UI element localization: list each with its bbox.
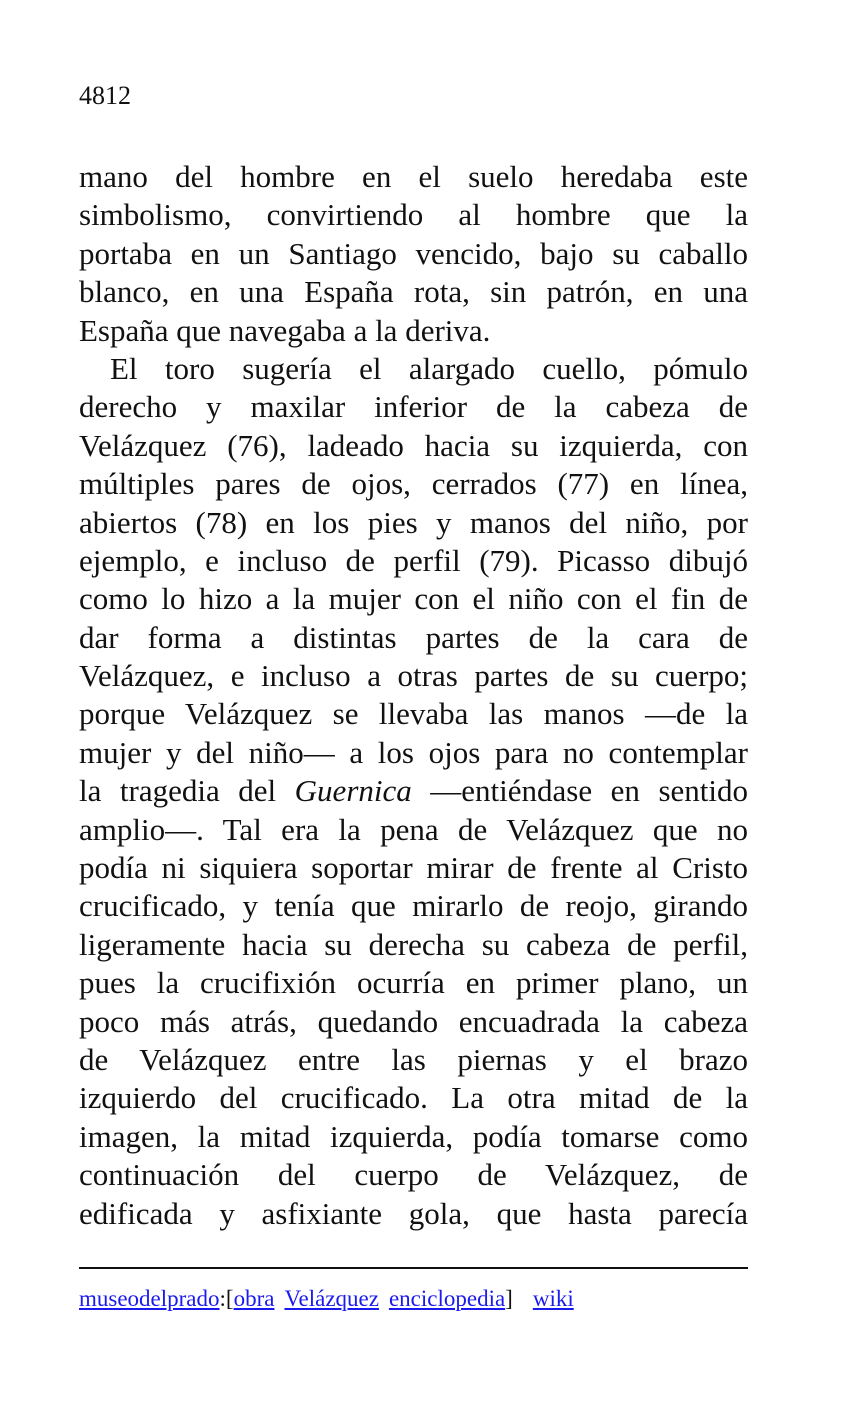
footer-links bbox=[79, 1284, 574, 1314]
text-line: porque Velázquez se llevaba las manos —de la bbox=[79, 696, 748, 732]
text-line: continuación del cuerpo de Velázquez, de bbox=[79, 1157, 748, 1193]
text-line: crucificado, y tenía que mirarlo de reojo, girando bbox=[79, 888, 748, 924]
text-line: simbolismo, convirtiendo al hombre que la bbox=[79, 197, 748, 233]
text-line: ejemplo, e incluso de perfil (79). Picasso dibujó bbox=[79, 542, 748, 578]
text-line: dar forma a distintas partes de la cara de bbox=[79, 619, 748, 655]
text-line: Velázquez, e incluso a otras partes de su cuerpo; bbox=[79, 658, 748, 694]
text-line: poco más atrás, quedando encuadrada la cabeza bbox=[79, 1003, 748, 1039]
page-number: 4812 bbox=[79, 81, 131, 110]
text-line: blanco, en una España rota, sin patrón, en una bbox=[79, 274, 748, 310]
text-line: España que navegaba a la deriva. bbox=[79, 312, 491, 348]
body-text bbox=[79, 158, 748, 1233]
text-line: imagen, la mitad izquierda, podía tomarse como bbox=[79, 1118, 748, 1154]
text-line: pues la crucifixión ocurría en primer plano, un bbox=[79, 965, 748, 1001]
text-line: múltiples pares de ojos, cerrados (77) en línea, bbox=[79, 466, 748, 502]
text-line: como lo hizo a la mujer con el niño con el fin de bbox=[79, 581, 748, 617]
text-line: portaba en un Santiago vencido, bajo su caballo bbox=[79, 235, 748, 271]
obra-link[interactable]: obra bbox=[233, 1286, 275, 1311]
text-line: amplio—. Tal era la pena de Velázquez que no bbox=[79, 811, 748, 847]
text-line: abiertos (78) en los pies y manos del niño, por bbox=[79, 504, 748, 540]
text-line: Velázquez (76), ladeado hacia su izquierda, con bbox=[79, 427, 748, 463]
enciclopedia-link[interactable]: enciclopedia bbox=[388, 1286, 506, 1311]
bracket-open: :[ bbox=[219, 1286, 234, 1311]
text-line: El toro sugería el alargado cuello, pómulo bbox=[110, 350, 748, 386]
museodelprado-link[interactable]: museodelprado bbox=[79, 1286, 220, 1311]
bracket-close: ] bbox=[505, 1286, 513, 1311]
text-line: mujer y del niño— a los ojos para no contemplar bbox=[79, 734, 748, 770]
text-line: podía ni siquiera soportar mirar de frente al Cristo bbox=[79, 850, 748, 886]
velazquez-link[interactable]: Velázquez bbox=[284, 1286, 379, 1311]
text-line: de Velázquez entre las piernas y el brazo bbox=[79, 1041, 748, 1077]
footnote-divider bbox=[79, 1267, 748, 1269]
text-fragment: —entiéndase en sentido bbox=[411, 773, 748, 809]
artwork-title: Guernica bbox=[294, 773, 412, 809]
text-line: mano del hombre en el suelo heredaba este bbox=[79, 159, 748, 194]
text-line-with-title bbox=[79, 772, 748, 810]
wiki-link[interactable]: wiki bbox=[532, 1286, 574, 1311]
text-line: derecho y maxilar inferior de la cabeza de bbox=[79, 389, 748, 425]
text-line: ligeramente hacia su derecha su cabeza de perfil, bbox=[79, 926, 748, 962]
text-line: edificada y asfixiante gola, que hasta parecía bbox=[79, 1195, 748, 1231]
text-line: izquierdo del crucificado. La otra mitad de la bbox=[79, 1080, 748, 1116]
text-fragment: la tragedia del bbox=[79, 773, 295, 809]
